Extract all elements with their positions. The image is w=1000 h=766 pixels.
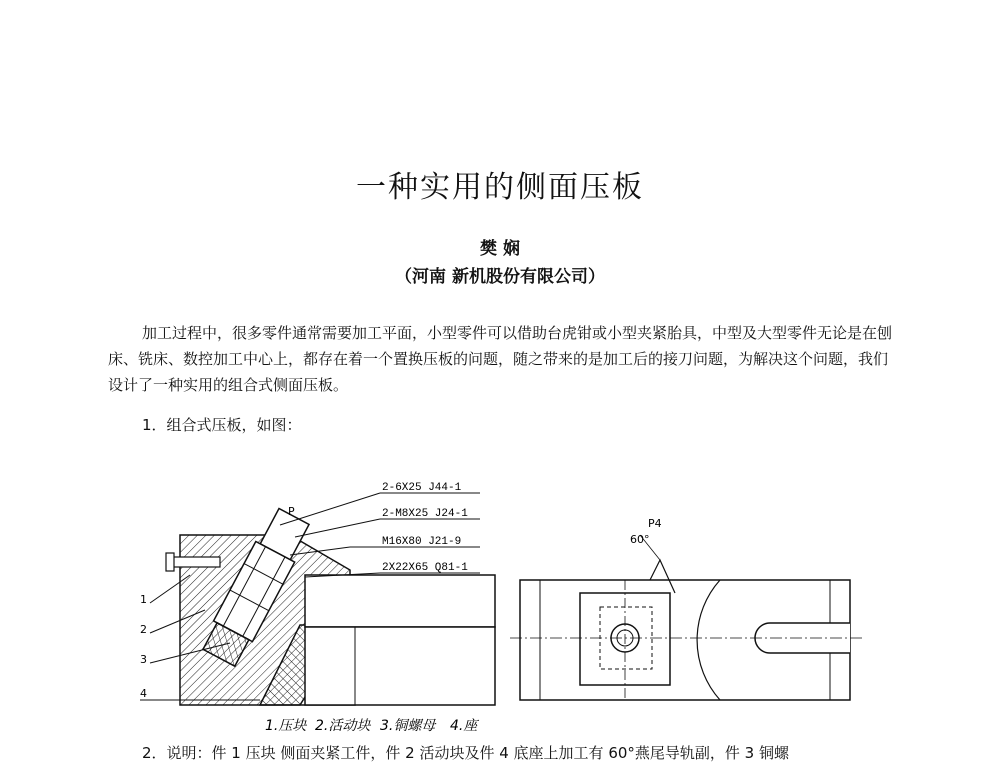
section-view — [140, 493, 495, 705]
mark-left: P — [288, 505, 295, 518]
page-title: 一种实用的侧面压板 — [356, 170, 644, 205]
caption-part-2: 2.活动块 — [315, 718, 371, 734]
part-number-3: 3 — [140, 653, 147, 666]
caption-part-3: 3.铜螺母 — [380, 718, 436, 734]
part-number-1: 1 — [140, 593, 147, 606]
section-2-text: 2．说明：件 1 压块 侧面夹紧工件，件 2 活动块及件 4 底座上加工有 60°燕尾导轨副，件 3 铜螺 — [142, 744, 789, 762]
part-number-2: 2 — [140, 623, 147, 636]
author-name: 樊 娴 — [480, 239, 520, 259]
caption-part-1: 1.压块 — [265, 718, 307, 734]
callout-1: 2-6X25 J44-1 — [382, 482, 462, 494]
section-1-heading: 1．组合式压板，如图： — [142, 416, 302, 434]
part-number-4: 4 — [140, 687, 147, 700]
intro-paragraph: 加工过程中，很多零件通常需要加工平面，小型零件可以借助台虎钳或小型夹紧胎具，中型及大型零件无论是在刨床、铣床、数控加工中心上，都存在着一个置换压板的问题，随之带来的是加工后的接刀问题，为解决这个问题，我们设计了一种实用的组合式侧面压板。 — [108, 324, 893, 394]
angle-label: 60° — [630, 533, 650, 546]
callout-4: 2X22X65 Q81-1 — [382, 562, 468, 574]
callout-3: M16X80 J21-9 — [382, 536, 462, 548]
technical-drawing — [130, 475, 870, 735]
caption-part-4: 4.座 — [450, 718, 478, 734]
callout-2: 2-M8X25 J24-1 — [382, 508, 468, 520]
top-view — [510, 535, 865, 700]
affiliation: （河南 新机股份有限公司） — [395, 267, 605, 287]
mark-right: P4 — [648, 517, 662, 530]
